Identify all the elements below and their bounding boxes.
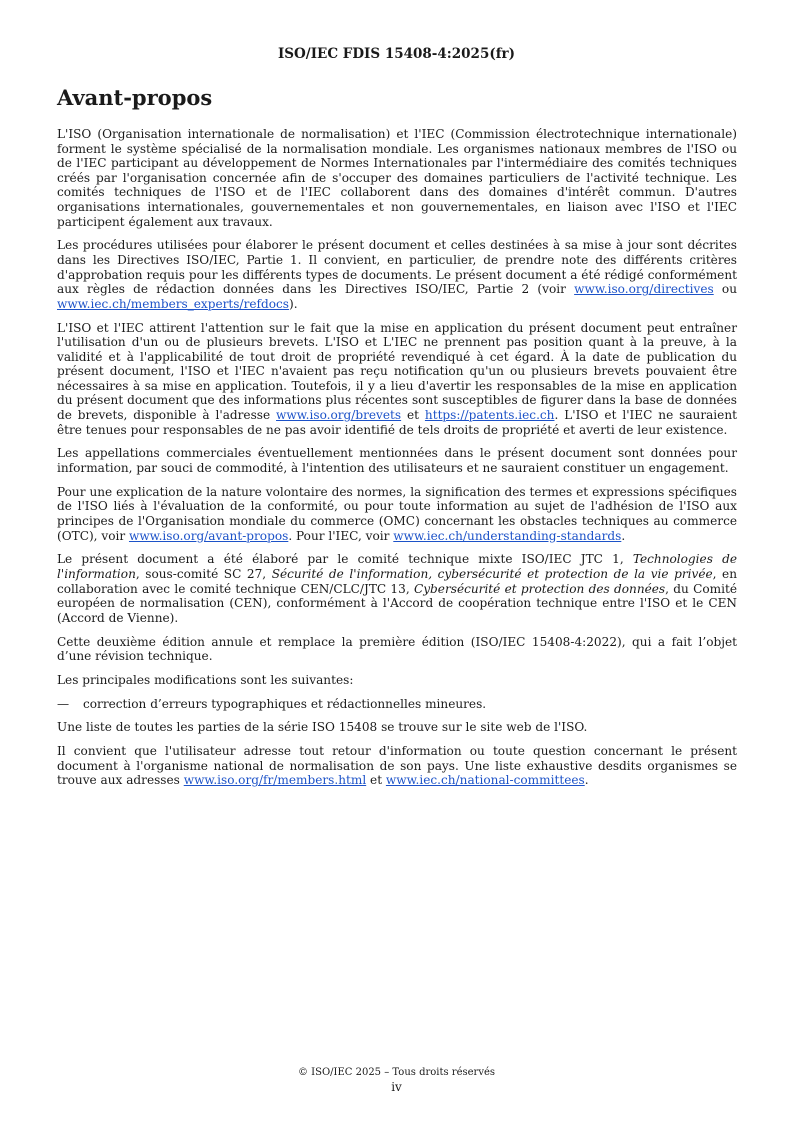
cen-committee-title: Cybersécurité et protection des données (413, 581, 666, 596)
list-item-text: correction d’erreurs typographiques et rédactionnelles mineures. (83, 696, 487, 711)
text-span: Pour une explication de la nature volontaire des normes, la signification des termes et expressions spécifiques de l'ISO liés à l'évaluation de la conformité, ou pour toute information au sujet de l'adhésion de l'ISO aux principes de l'Organisation mondiale du commerce (OMC) concernant les obstacles techniques au commerce (OTC), voir (57, 484, 737, 543)
paragraph-patents (57, 321, 737, 438)
page-title: Avant-propos (57, 85, 213, 110)
document-id: ISO/IEC FDIS 15408-4:2025(fr) (277, 46, 516, 62)
link-iso-directives[interactable]: www.iso.org/directives (574, 282, 714, 297)
text-span: Il convient que l'utilisateur adresse tout retour d'information ou toute question concernant le présent document à l'organisme national de normalisation de son pays. Une liste exhaustive desdits organismes se trouve aux adresses (57, 744, 737, 788)
subcommittee-title: Sécurité de l'information, cybersécurité et protection de la vie privée (271, 566, 713, 581)
text-span: , sous-comité SC 27, (135, 566, 272, 581)
text-span: et (401, 408, 425, 423)
paragraph-edition: Cette deuxième édition annule et remplace la première édition (ISO/IEC 15408-4:2022), qui a fait l’objet d’une révision technique. (57, 634, 737, 664)
paragraph-parts-list: Une liste de toutes les parties de la série ISO 15408 se trouve sur le site web de l'ISO. (57, 720, 588, 735)
text-span: ou (713, 282, 737, 297)
paragraph-committee (57, 552, 737, 625)
list-item (57, 697, 737, 712)
paragraph-procedures (57, 238, 737, 311)
link-iec-understanding-standards[interactable]: www.iec.ch/understanding-standards (393, 528, 622, 543)
text-span: . (584, 773, 589, 788)
text-span: , en collaboration avec le comité technique CEN/CLC/JTC 13, (57, 566, 738, 596)
link-iso-members[interactable]: www.iso.org/fr/members.html (183, 773, 367, 788)
foreword-body (57, 127, 737, 797)
paragraph-changes-intro: Les principales modifications sont les suivantes: (57, 672, 354, 687)
text-span: L'ISO et l'IEC attirent l'attention sur le fait que la mise en application du présent document peut entraîner l'utilisation d'un ou de plusieurs brevets. L'ISO et L'IEC ne prennent pas position quant à la preuve, à la validité et à l'applicabilité de tout droit de propriété revendiqué à cet égard. À la date de publication du présent document, l'ISO et l'IEC n'avaient pas reçu notification qu'un ou plusieurs brevets pouvaient être nécessaires à sa mise en application. Toutefois, il y a lieu d'avertir les responsables de la mise en application du présent document que des informations plus récentes sont susceptibles de figurer dans la base de données de brevets, disponible à l'adresse (57, 320, 737, 423)
committee-title: Technologies de l'information (57, 552, 737, 581)
paragraph-voluntary-nature (57, 485, 737, 543)
link-iec-refdocs[interactable]: www.iec.ch/members_experts/refdocs (57, 296, 289, 311)
page-footer (0, 1066, 793, 1094)
paragraph-feedback (57, 744, 737, 788)
text-span: ). (288, 296, 298, 311)
text-span: , du Comité européen de normalisation (CEN), conformément à l'Accord de coopération technique entre l'ISO et le CEN (Accord de Vienne). (57, 581, 737, 625)
document-header (0, 46, 793, 62)
paragraph-trade-names: Les appellations commerciales éventuellement mentionnées dans le présent document sont données pour information, par souci de commodité, à l'intention des utilisateurs et ne sauraient constituer un engagement. (57, 446, 737, 476)
copyright-notice: © ISO/IEC 2025 – Tous droits réservés (297, 1067, 496, 1078)
page-number: iv (391, 1080, 402, 1094)
link-iso-avant-propos[interactable]: www.iso.org/avant-propos (128, 528, 289, 543)
link-iec-national-committees[interactable]: www.iec.ch/national-committees (385, 773, 585, 788)
text-span: Les procédures utilisées pour élaborer le présent document et celles destinées à sa mise à jour sont décrites dans les Directives ISO/IEC, Partie 1. Il convient, en particulier, de prendre note des différents critères d'approbation requis pour les différents types de documents. Le présent document a été rédigé conformément aux règles de rédaction données dans les Directives ISO/IEC, Partie 2 (voir (57, 238, 737, 297)
paragraph-intro: L'ISO (Organisation internationale de normalisation) et l'IEC (Commission électrotechnique internationale) forment le système spécialisé de la normalisation mondiale. Les organismes nationaux membres de l'ISO ou de l'IEC participant au développement de Normes Internationales par l'intermédiaire des comités techniques créés par l'organisation concernée afin de s'occuper des domaines particuliers de l'activité technique. Les comités techniques de l'ISO et de l'IEC collaborent dans des domaines d'intérêt commun. D'autres organisations internationales, gouvernementales et non gouvernementales, en liaison avec l'ISO et l'IEC participent également aux travaux. (57, 127, 737, 229)
text-span: . Pour l'IEC, voir (288, 528, 394, 543)
text-span: . L'ISO et l'IEC ne sauraient être tenues pour responsables de ne pas avoir identifié de tels droits de propriété et averti de leur existence. (57, 408, 737, 437)
link-iso-brevets[interactable]: www.iso.org/brevets (276, 408, 402, 423)
link-iec-patents[interactable]: https://patents.iec.ch (424, 408, 555, 423)
text-span: . (621, 528, 626, 543)
text-span: Le présent document a été élaboré par le comité technique mixte ISO/IEC JTC 1, (57, 552, 633, 567)
text-span: et (366, 773, 386, 788)
dash-marker: — (57, 696, 70, 711)
